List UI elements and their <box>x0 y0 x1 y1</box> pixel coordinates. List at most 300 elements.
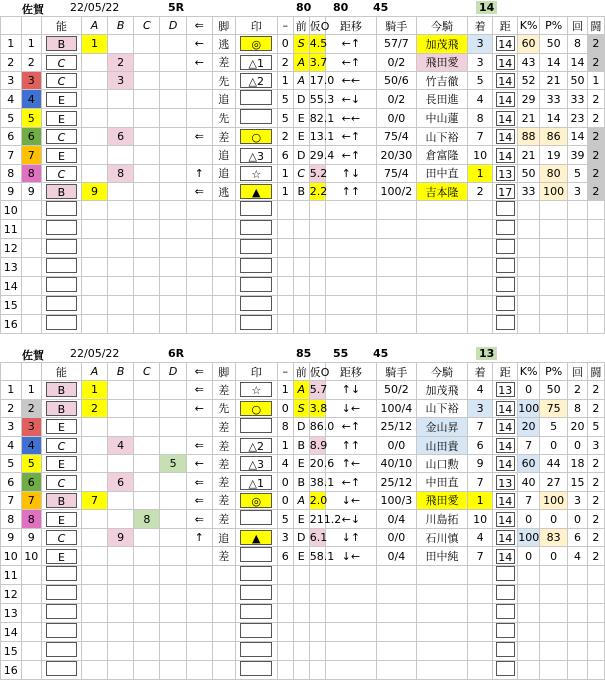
score-a: 1 <box>81 35 107 53</box>
empty-cell <box>416 296 467 315</box>
fight-value: 2 <box>587 183 604 201</box>
empty-cell <box>212 239 235 258</box>
score-c <box>134 53 160 71</box>
grade-badge: C <box>46 438 78 453</box>
move-arrows: ←↑ <box>325 35 376 53</box>
empty-cell <box>539 585 567 604</box>
frame-number: 1 <box>21 381 42 399</box>
empty-cell <box>309 623 325 642</box>
grade-badge: E <box>46 456 78 471</box>
mark-cell <box>235 604 277 623</box>
row-number: 13 <box>1 604 22 623</box>
k-percent: 60 <box>518 455 540 473</box>
score-b: 8 <box>108 164 134 182</box>
k-percent: 88 <box>518 128 540 146</box>
col-header-ability: 能 <box>42 363 82 381</box>
finish-position: 7 <box>468 547 493 566</box>
frame-number <box>21 258 42 277</box>
mark-badge <box>240 296 272 311</box>
table-row[interactable] <box>1 604 605 623</box>
empty-cell <box>568 201 587 220</box>
row-number: 9 <box>1 183 22 201</box>
prev-position: A <box>293 381 309 399</box>
field-size: 13 <box>476 347 497 360</box>
distance-cell <box>493 315 518 334</box>
table-row[interactable] <box>1 510 605 529</box>
score-a <box>81 510 107 529</box>
mark-cell <box>235 455 277 473</box>
grade-cell <box>42 455 82 473</box>
grade-cell <box>42 547 82 566</box>
empty-cell <box>416 201 467 220</box>
col-header-fight: 闘 <box>587 17 604 35</box>
empty-cell <box>539 315 567 334</box>
score-d <box>160 183 186 201</box>
move-arrows: ←← <box>325 71 376 89</box>
distance-cell <box>493 417 518 436</box>
p-percent: 14 <box>539 109 567 128</box>
col-header-arrow: ⇐ <box>186 363 212 381</box>
frame-number <box>21 642 42 661</box>
table-row[interactable] <box>1 90 605 109</box>
jockey-stat: 25/12 <box>376 473 416 491</box>
score-b: 3 <box>108 71 134 89</box>
empty-cell <box>277 201 293 220</box>
empty-cell <box>587 661 604 680</box>
table-row[interactable] <box>1 201 605 220</box>
score-b <box>108 510 134 529</box>
score-c <box>134 547 160 566</box>
score-c <box>134 90 160 109</box>
empty-cell <box>81 220 107 239</box>
score-c <box>134 381 160 399</box>
prev-position: B <box>293 473 309 491</box>
empty-cell <box>212 296 235 315</box>
empty-cell <box>293 566 309 585</box>
finish-position: 4 <box>468 90 493 109</box>
distance-badge: 13 <box>496 166 515 181</box>
running-style: 差 <box>212 491 235 509</box>
col-header-b: B <box>108 363 134 381</box>
empty-cell <box>160 220 186 239</box>
venue-label: 佐賀 <box>22 3 44 16</box>
table-row[interactable] <box>1 258 605 277</box>
grade-badge: B <box>46 184 78 199</box>
table-row[interactable] <box>1 417 605 436</box>
mark-badge <box>240 418 272 433</box>
row-number: 8 <box>1 164 22 182</box>
row-number: 10 <box>1 201 22 220</box>
col-header-finish: 着 <box>468 363 493 381</box>
empty-cell <box>212 661 235 680</box>
table-row[interactable] <box>1 183 605 201</box>
mark-badge <box>240 277 272 292</box>
table-row[interactable] <box>1 220 605 239</box>
distance-cell <box>493 566 518 585</box>
fight-value: 2 <box>587 381 604 399</box>
mark-badge <box>240 239 272 254</box>
empty-cell <box>325 277 376 296</box>
jockey-name: 川島拓 <box>416 510 467 529</box>
runs-count: 39 <box>568 146 587 164</box>
table-row[interactable] <box>1 239 605 258</box>
grade-cell <box>42 642 82 661</box>
row-number: 13 <box>1 258 22 277</box>
finish-position: 7 <box>468 128 493 146</box>
runs-count: 14 <box>568 128 587 146</box>
empty-cell <box>277 604 293 623</box>
table-row[interactable] <box>1 661 605 680</box>
empty-cell <box>160 258 186 277</box>
table-row[interactable] <box>1 642 605 661</box>
runs-count: 2 <box>568 381 587 399</box>
distance-cell <box>493 473 518 491</box>
k-percent: 50 <box>518 164 540 182</box>
empty-cell <box>81 201 107 220</box>
empty-cell <box>108 585 134 604</box>
finish-position: 10 <box>468 510 493 529</box>
fight-value: 2 <box>587 491 604 509</box>
prev-position: S <box>293 35 309 53</box>
distance-cell <box>493 510 518 529</box>
finish-position: 7 <box>468 417 493 436</box>
distance-badge: 14 <box>496 92 515 107</box>
table-row[interactable] <box>1 529 605 547</box>
empty-cell <box>587 566 604 585</box>
empty-cell <box>277 220 293 239</box>
empty-cell <box>376 585 416 604</box>
distance-badge: 14 <box>496 73 515 88</box>
move-arrows: ↓← <box>325 491 376 509</box>
race-number: 5R <box>168 1 185 14</box>
empty-cell <box>108 604 134 623</box>
jockey-name: 山口勲 <box>416 455 467 473</box>
empty-cell <box>309 642 325 661</box>
distance-cell <box>493 90 518 109</box>
table-row[interactable] <box>1 53 605 71</box>
jockey-stat: 0/4 <box>376 510 416 529</box>
distance-badge: 13 <box>496 475 515 490</box>
table-row[interactable] <box>1 35 605 53</box>
table-row[interactable] <box>1 473 605 491</box>
col-header-d: D <box>160 363 186 381</box>
grade-cell <box>42 436 82 454</box>
dash-value: 4 <box>277 455 293 473</box>
empty-cell <box>587 296 604 315</box>
finish-position: 8 <box>468 109 493 128</box>
empty-cell <box>108 258 134 277</box>
move-arrows: ↑↑ <box>325 436 376 454</box>
finish-position: 3 <box>468 53 493 71</box>
mark-cell <box>235 35 277 53</box>
grade-badge: B <box>46 401 78 416</box>
p-percent: 27 <box>539 473 567 491</box>
table-row[interactable] <box>1 146 605 164</box>
empty-cell <box>108 661 134 680</box>
jockey-name: 加茂飛 <box>416 381 467 399</box>
mark-badge <box>240 315 272 330</box>
k-percent: 0 <box>518 547 540 566</box>
score-b <box>108 183 134 201</box>
empty-cell <box>539 296 567 315</box>
move-arrows: ←↑ <box>325 53 376 71</box>
running-style: 先 <box>212 71 235 89</box>
col-header-move: 距移 <box>325 17 376 35</box>
frame-number: 8 <box>21 164 42 182</box>
col-header-runs: 回 <box>568 363 587 381</box>
empty-cell <box>325 566 376 585</box>
k-percent: 0 <box>518 381 540 399</box>
grade-badge: C <box>46 475 78 490</box>
arrow-indicator: ← <box>186 53 212 71</box>
empty-cell <box>293 623 309 642</box>
mark-cell <box>235 258 277 277</box>
jockey-stat: 100/4 <box>376 399 416 417</box>
fight-value: 3 <box>587 436 604 454</box>
row-number: 5 <box>1 455 22 473</box>
move-arrows: ↑← <box>325 455 376 473</box>
empty-cell <box>468 220 493 239</box>
p-percent: 14 <box>539 53 567 71</box>
distance-cell <box>493 296 518 315</box>
runs-count: 4 <box>568 547 587 566</box>
score-c <box>134 436 160 454</box>
table-row[interactable] <box>1 71 605 89</box>
empty-cell <box>134 296 160 315</box>
move-arrows: ↓← <box>325 547 376 566</box>
running-style: 差 <box>212 455 235 473</box>
time-value: 2.0 <box>309 491 325 509</box>
table-row[interactable] <box>1 164 605 182</box>
time-value: 3.8 <box>309 399 325 417</box>
empty-cell <box>539 277 567 296</box>
arrow-indicator: ⇐ <box>186 510 212 529</box>
k-percent: 100 <box>518 529 540 547</box>
distance-badge <box>496 296 515 311</box>
race-block-6r <box>0 346 605 677</box>
prev-position: A <box>293 491 309 509</box>
runs-count: 0 <box>568 436 587 454</box>
frame-number: 5 <box>21 109 42 128</box>
grade-badge <box>46 277 78 292</box>
arrow-indicator: ⇐ <box>186 473 212 491</box>
jockey-stat: 0/4 <box>376 547 416 566</box>
empty-cell <box>468 296 493 315</box>
empty-cell <box>212 566 235 585</box>
jockey-name: 竹吉徹 <box>416 71 467 89</box>
distance-badge: 14 <box>496 401 515 416</box>
empty-cell <box>309 604 325 623</box>
empty-cell <box>518 239 540 258</box>
empty-cell <box>108 220 134 239</box>
jockey-stat: 75/4 <box>376 164 416 182</box>
row-number: 1 <box>1 381 22 399</box>
distance-cell <box>493 381 518 399</box>
table-row[interactable] <box>1 585 605 604</box>
empty-cell <box>325 585 376 604</box>
empty-cell <box>416 566 467 585</box>
jockey-stat: 100/2 <box>376 183 416 201</box>
table-row[interactable] <box>1 109 605 128</box>
table-row[interactable] <box>1 399 605 417</box>
frame-number: 2 <box>21 53 42 71</box>
grade-badge <box>46 220 78 235</box>
runs-count: 14 <box>568 53 587 71</box>
frame-number: 4 <box>21 90 42 109</box>
mark-badge: ◎ <box>240 493 272 508</box>
empty-cell <box>277 623 293 642</box>
table-row[interactable] <box>1 547 605 566</box>
empty-cell <box>416 585 467 604</box>
score-a <box>81 109 107 128</box>
dash-value: 1 <box>277 183 293 201</box>
jockey-name: 田中直 <box>416 164 467 182</box>
grade-cell <box>42 53 82 71</box>
jockey-name: 山下裕 <box>416 399 467 417</box>
jockey-stat: 40/10 <box>376 455 416 473</box>
score-d <box>160 473 186 491</box>
table-row[interactable] <box>1 315 605 334</box>
frame-number <box>21 566 42 585</box>
grade-cell <box>42 296 82 315</box>
table-row[interactable] <box>1 381 605 399</box>
mark-badge <box>240 604 272 619</box>
distance-cell <box>493 146 518 164</box>
score-c <box>134 491 160 509</box>
table-row[interactable] <box>1 566 605 585</box>
empty-cell <box>416 239 467 258</box>
distance-cell <box>493 277 518 296</box>
distance-badge: 14 <box>496 419 515 434</box>
distance-cell <box>493 547 518 566</box>
empty-cell <box>81 661 107 680</box>
header-value-2: 80 <box>333 1 349 14</box>
frame-number: 10 <box>21 547 42 566</box>
grade-cell <box>42 381 82 399</box>
running-style: 先 <box>212 109 235 128</box>
score-b: 2 <box>108 53 134 71</box>
mark-cell <box>235 661 277 680</box>
distance-cell <box>493 35 518 53</box>
col-header-p-pct: P% <box>539 17 567 35</box>
mark-badge <box>240 201 272 216</box>
distance-badge: 14 <box>496 148 515 163</box>
empty-cell <box>376 642 416 661</box>
table-row[interactable] <box>1 296 605 315</box>
table-row[interactable] <box>1 277 605 296</box>
fight-value: 2 <box>587 128 604 146</box>
running-style: 逃 <box>212 35 235 53</box>
frame-number <box>21 623 42 642</box>
score-b <box>108 399 134 417</box>
empty-cell <box>186 661 212 680</box>
k-percent: 40 <box>518 473 540 491</box>
mark-cell <box>235 277 277 296</box>
empty-cell <box>186 201 212 220</box>
grade-cell <box>42 146 82 164</box>
score-d <box>160 417 186 436</box>
table-row[interactable] <box>1 491 605 509</box>
dash-value: 1 <box>277 381 293 399</box>
empty-cell <box>134 315 160 334</box>
grade-cell <box>42 220 82 239</box>
mark-badge: ○ <box>240 129 272 144</box>
grade-cell <box>42 604 82 623</box>
mark-cell <box>235 473 277 491</box>
grade-cell <box>42 183 82 201</box>
empty-cell <box>108 201 134 220</box>
empty-cell <box>81 315 107 334</box>
time-value: 2.2 <box>309 183 325 201</box>
dash-value: 1 <box>277 164 293 182</box>
fight-value: 2 <box>587 455 604 473</box>
empty-cell <box>376 661 416 680</box>
distance-badge <box>496 220 515 235</box>
running-style: 追 <box>212 529 235 547</box>
jockey-stat: 0/0 <box>376 529 416 547</box>
dash-value: 5 <box>277 90 293 109</box>
frame-number <box>21 220 42 239</box>
mark-badge <box>240 510 272 525</box>
mark-badge <box>240 642 272 657</box>
mark-badge: ☆ <box>240 382 272 397</box>
dash-value: 0 <box>277 399 293 417</box>
distance-cell <box>493 642 518 661</box>
frame-number: 9 <box>21 529 42 547</box>
grade-cell <box>42 164 82 182</box>
empty-cell <box>212 201 235 220</box>
k-percent: 7 <box>518 491 540 509</box>
dash-value: 2 <box>277 128 293 146</box>
time-value: 38.1 <box>309 473 325 491</box>
distance-cell <box>493 164 518 182</box>
empty-cell <box>160 239 186 258</box>
jockey-name: 中山蓮 <box>416 109 467 128</box>
col-header-dash: – <box>277 363 293 381</box>
finish-position: 1 <box>468 164 493 182</box>
score-a <box>81 71 107 89</box>
col-header-k-pct: K% <box>518 363 540 381</box>
empty-cell <box>587 258 604 277</box>
score-d <box>160 491 186 509</box>
col-header-jockey: 今騎 <box>416 363 467 381</box>
distance-badge: 14 <box>496 512 515 527</box>
jockey-stat: 0/2 <box>376 90 416 109</box>
table-row[interactable] <box>1 623 605 642</box>
empty-cell <box>376 623 416 642</box>
score-d <box>160 164 186 182</box>
prev-position: D <box>293 146 309 164</box>
empty-cell <box>134 258 160 277</box>
grade-badge <box>46 661 78 676</box>
row-number: 11 <box>1 220 22 239</box>
frame-number <box>21 585 42 604</box>
header-row <box>1 363 605 381</box>
jockey-name: 長田進 <box>416 90 467 109</box>
mark-badge <box>240 661 272 676</box>
col-header-frame <box>21 17 42 35</box>
table-row[interactable] <box>1 128 605 146</box>
mark-badge: △1 <box>240 475 272 490</box>
empty-cell <box>416 258 467 277</box>
table-row[interactable] <box>1 436 605 454</box>
frame-number <box>21 604 42 623</box>
grade-badge <box>46 239 78 254</box>
mark-badge <box>240 109 272 124</box>
table-row[interactable] <box>1 455 605 473</box>
p-percent: 86 <box>539 128 567 146</box>
row-number: 8 <box>1 510 22 529</box>
